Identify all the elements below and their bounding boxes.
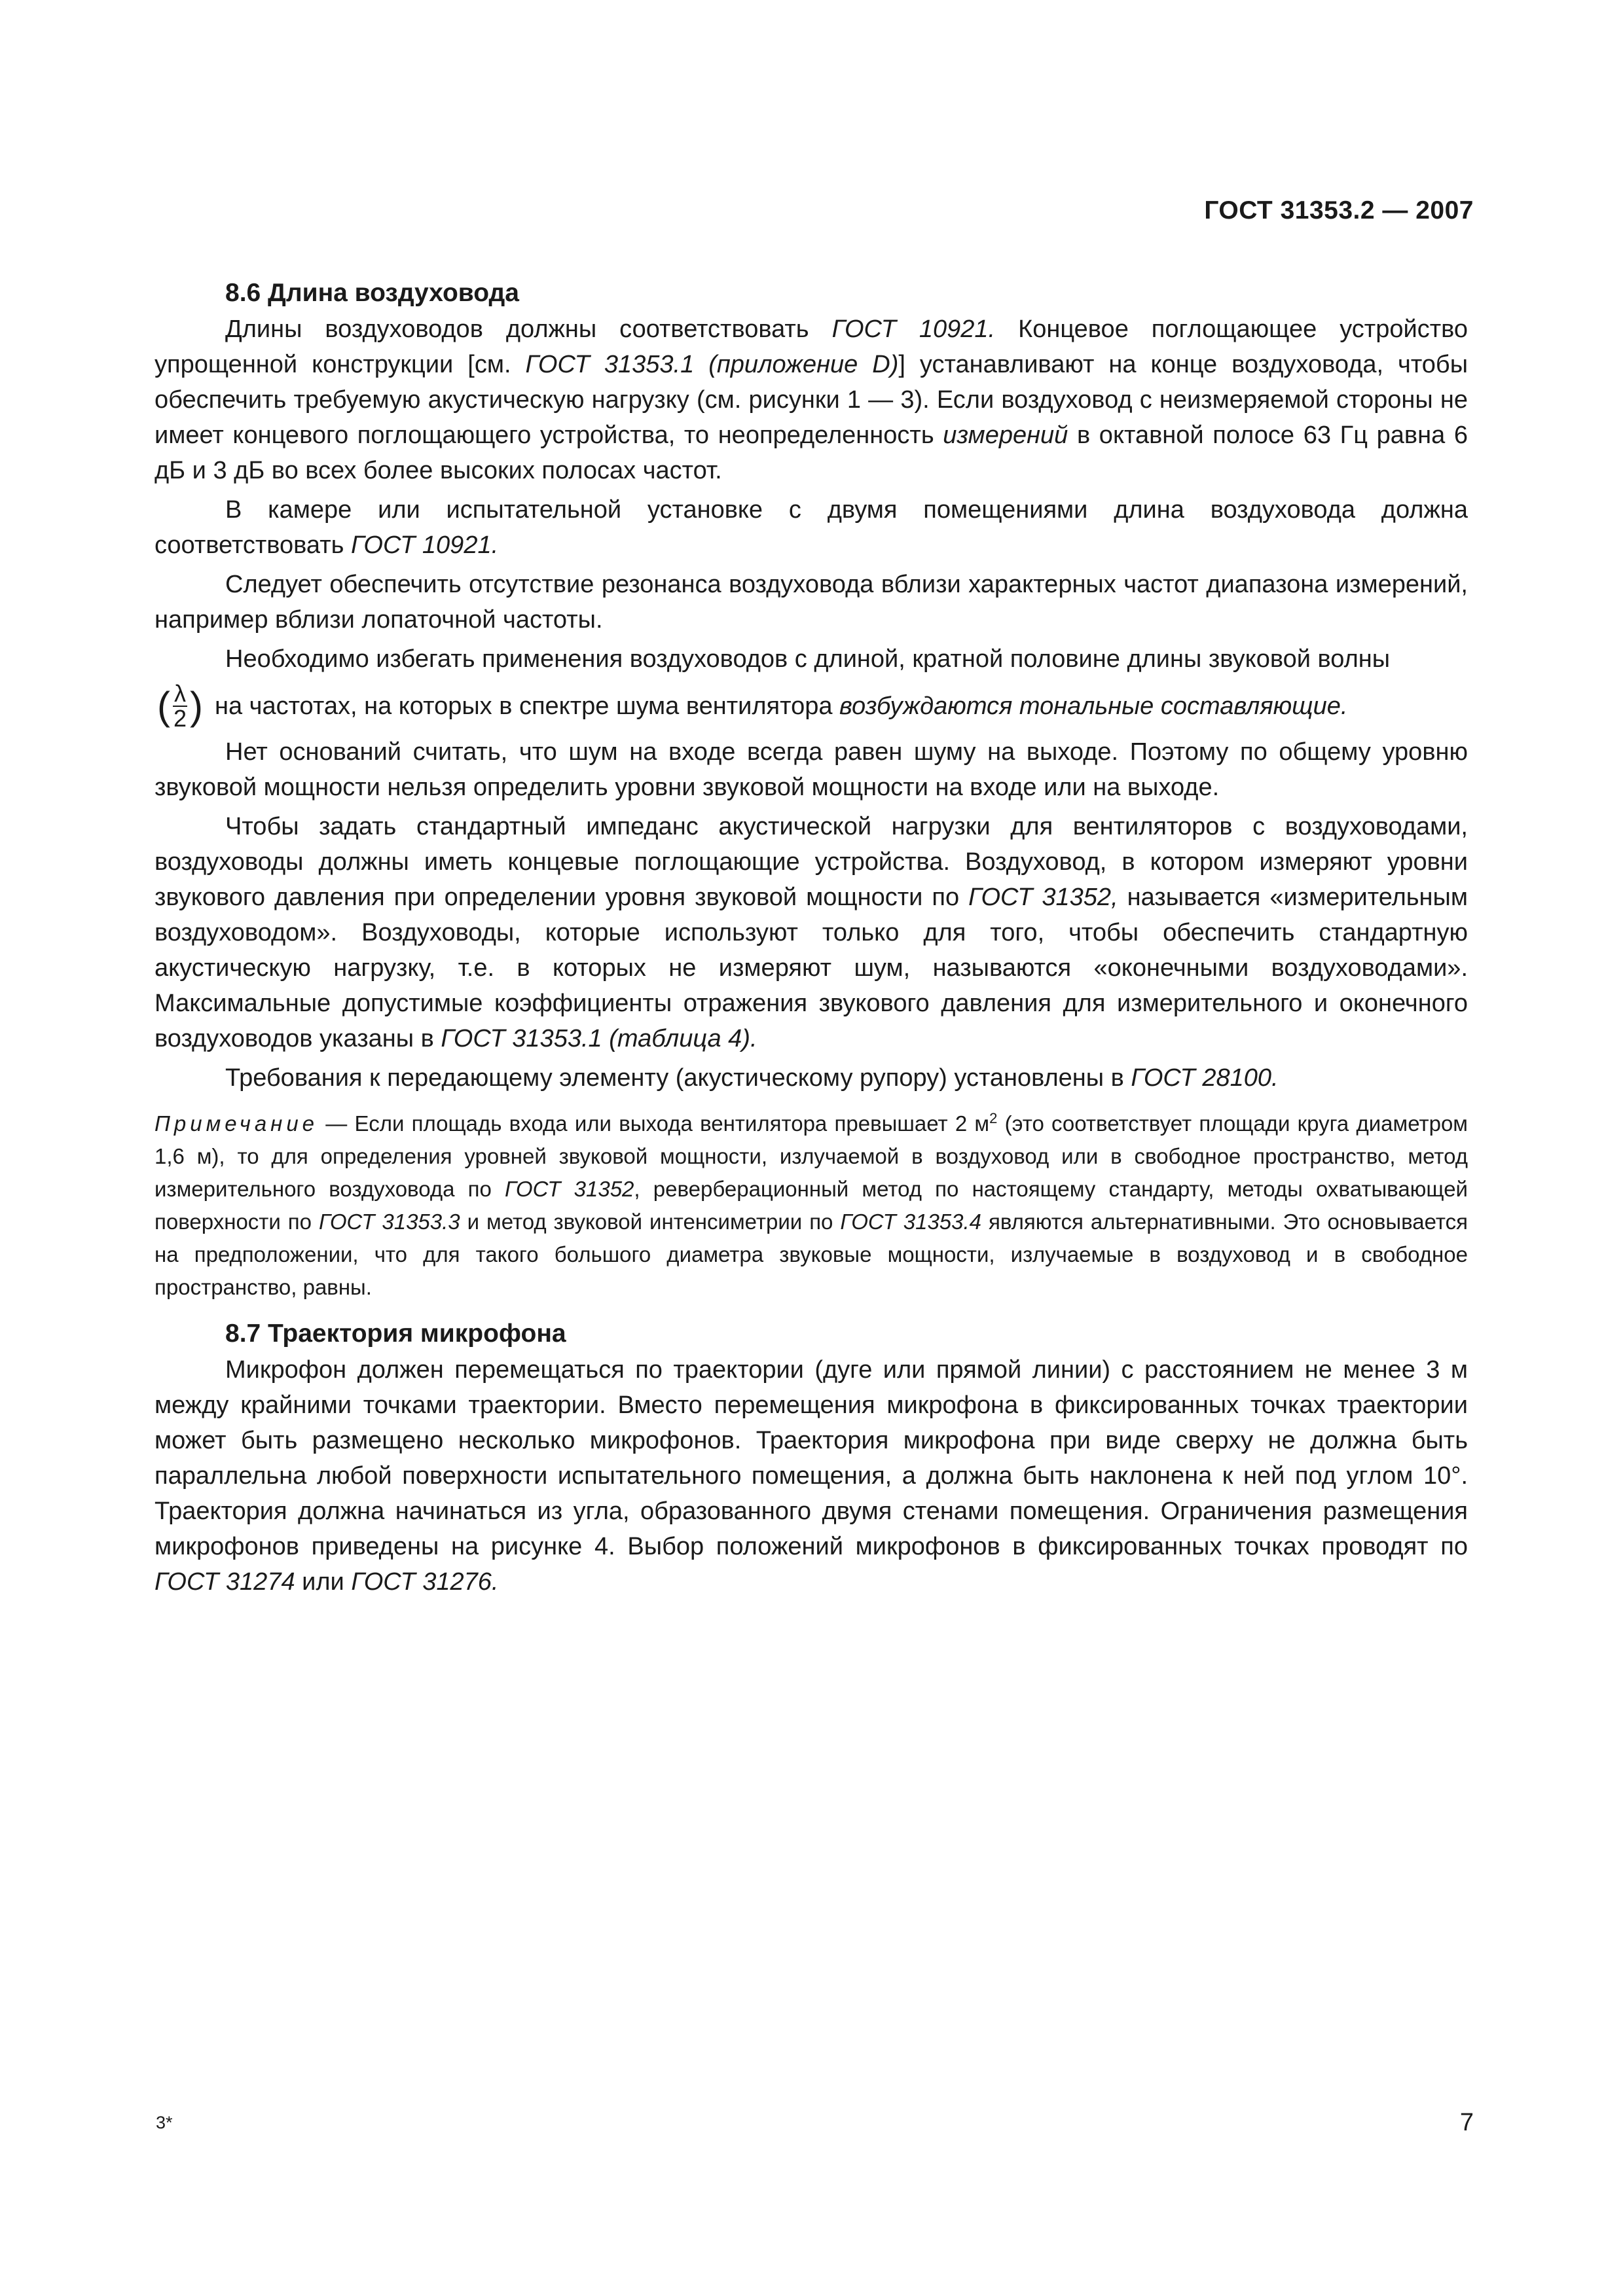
note-block <box>155 1107 1468 1304</box>
standard-reference: ГОСТ 31276. <box>351 1568 499 1596</box>
text: — Если площадь входа или выхода вентилятора превышает 2 м <box>318 1111 990 1136</box>
paragraph: Следует обеспечить отсутствие резонанса воздуховода вблизи характерных частот диапазона измерений, например вблизи лопаточной частоты. <box>155 571 1468 634</box>
formula-numerator: λ <box>173 680 186 707</box>
paragraph <box>155 1060 1468 1096</box>
paragraph: Необходимо избегать применения воздуховодов с длиной, кратной половине длины звуковой волны <box>225 645 1391 673</box>
standard-reference: ГОСТ 31353.3 <box>318 1210 460 1234</box>
text: называется «измерительным воздуховодом». Воздуховоды, которые используют только для того, чтобы обеспечить стандартную акустическую нагрузку, т.е. в которых не измеряют шум, называются «оконечными воздуховодами». Максимальные допустимые коэффициенты отражения звукового давления для измерительного и оконечного воздуховодов указаны в <box>155 884 1468 1052</box>
text: Требования к передающему элементу (акустическому рупору) установлены в <box>225 1064 1131 1092</box>
formula-line <box>155 682 1468 730</box>
formula-text <box>215 689 1347 724</box>
text: (это соответствует площади круга диаметром 1,6 м), то для определения уровней звуковой мощности, излучаемой в воздуховод или в свободное пространство, метод измерительного воздуховода по <box>155 1111 1468 1201</box>
section-title-8-7: 8.7 Траектория микрофона <box>225 1319 566 1348</box>
emphasis: измерений <box>943 422 1068 449</box>
paragraph: Нет оснований считать, что шум на входе всегда равен шуму на выходе. Поэтому по общему уровню звуковой мощности нельзя определить уровни звуковой мощности на входе или на выходе. <box>155 738 1468 801</box>
standard-reference: ГОСТ 10921. <box>351 531 499 559</box>
text: , реверберационный метод по настоящему стандарту, методы охватывающей поверхности по <box>155 1177 1468 1234</box>
text: Чтобы задать стандартный импеданс акустической нагрузки для вентиляторов с воздуховодами, воздуховоды должны иметь концевые поглощающие устройства. Воздуховод, в котором измеряют уровни звукового давления при определении уровня звуковой мощности по <box>155 813 1468 911</box>
standard-reference: ГОСТ 31274 <box>155 1568 295 1596</box>
page-number: 7 <box>1459 2109 1474 2136</box>
text: или <box>295 1568 352 1596</box>
text: Микрофон должен перемещаться по траектории (дуге или прямой линии) с расстоянием не менее 3 м между крайними точками траектории. Вместо перемещения микрофона в фиксированных точках траектории может быть размещено несколько микрофонов. Траектория микрофона при виде сверху не должна быть параллельна любой поверхности испытательного помещения, а должна быть наклонена к ней под углом 10°. Траектория должна начинаться из угла, образованного двумя стенами помещения. Ограничения размещения микрофонов приведены на рисунке 4. Выбор положений микрофонов в фиксированных точках проводят по <box>155 1356 1468 1560</box>
note-label: Примечание <box>155 1111 319 1136</box>
paragraph <box>155 809 1468 1056</box>
document-header-id: ГОСТ 31353.2 — 2007 <box>1204 196 1474 224</box>
paragraph <box>155 312 1468 488</box>
text: ] устанавливают на конце воздуховода, чтобы обеспечить требуемую акустическую нагрузку (см. рисунки 1 — 3). Если воздуховод с неизмеряемой стороны не имеет концевого поглощающего устройства, то неопределенность <box>155 351 1468 449</box>
standard-reference: ГОСТ 31353.1 (таблица 4). <box>441 1025 757 1052</box>
section-title-8-6: 8.6 Длина воздуховода <box>225 279 519 307</box>
superscript: 2 <box>989 1110 998 1126</box>
standard-reference: ГОСТ 10921. <box>831 315 996 343</box>
emphasis: возбуждаются тональные составляющие. <box>839 692 1348 720</box>
text: на частотах, на которых в спектре шума вентилятора <box>214 692 840 720</box>
footer-sheet-mark: 3* <box>156 2113 173 2132</box>
text: являются альтернативными. Это основывается на предположении, что для такого большого диаметра звуковые мощности, излучаемые в воздуховод и в свободное пространство, равны. <box>155 1210 1468 1299</box>
standard-reference: ГОСТ 31352 <box>505 1177 634 1201</box>
page-body <box>155 275 1468 1600</box>
text: в октавной полосе 63 Гц равна 6 дБ и 3 дБ во всех более высоких полосах частот. <box>155 422 1468 484</box>
text: Длины воздуховодов должны соответствовать <box>225 315 832 343</box>
standard-reference: ГОСТ 31353.4 <box>840 1210 982 1234</box>
standard-reference: ГОСТ 31353.1 (приложение D) <box>525 351 899 378</box>
text: и метод звуковой интенсиметрии по <box>460 1210 841 1234</box>
formula-denominator: 2 <box>173 705 187 732</box>
text: Концевое поглощающее устройство упрощенной конструкции [см. <box>155 315 1468 378</box>
paragraph <box>155 492 1468 563</box>
paragraph <box>155 1352 1468 1600</box>
lambda-half-formula: ( $\frac{\lambda}{2}$ ) <box>157 680 203 732</box>
standard-reference: ГОСТ 31352, <box>968 884 1118 911</box>
standard-reference: ГОСТ 28100. <box>1131 1064 1279 1092</box>
text: В камере или испытательной установке с двумя помещениями длина воздуховода должна соответствовать <box>155 496 1468 559</box>
